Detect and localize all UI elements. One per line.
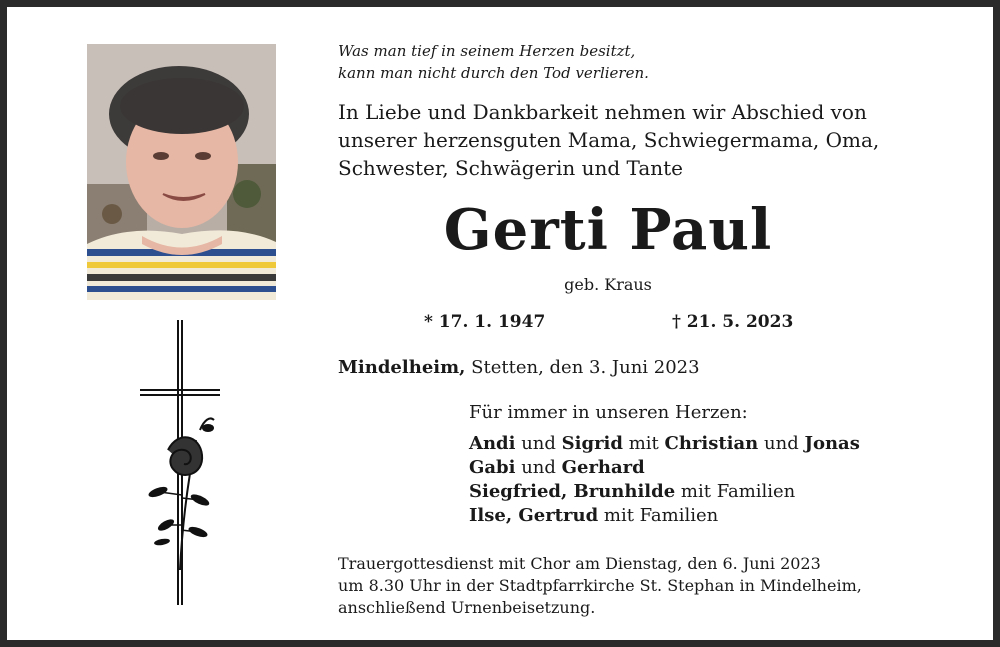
mourner-connector: und (515, 433, 562, 454)
mourners-list (469, 401, 860, 528)
mourner-connector: und (758, 433, 805, 454)
intro-line: Schwester, Schwägerin und Tante (338, 156, 683, 180)
mourner-name: Sigrid (561, 433, 623, 454)
death-date: † 21. 5. 2023 (672, 312, 794, 332)
mourner-connector: mit (622, 433, 665, 454)
funeral-service-info (338, 553, 862, 619)
mourners-heading: Für immer in unseren Herzen: (469, 402, 748, 423)
portrait-photo (87, 44, 276, 300)
intro-line: unserer herzensguten Mama, Schwiegermama, Oma, (338, 128, 880, 152)
mourner-connector: und (515, 457, 562, 478)
place-date-rest: Stetten, den 3. Juni 2023 (465, 357, 700, 378)
birth-name: geb. Kraus (564, 275, 652, 294)
mourner-row (469, 504, 860, 528)
quote-line: Was man tief in seinem Herzen besitzt, (338, 42, 636, 60)
place-name: Mindelheim, (338, 357, 466, 378)
birth-date: * 17. 1. 1947 (424, 312, 546, 332)
memorial-quote (338, 40, 649, 84)
deceased-name: Gerti Paul (443, 197, 773, 263)
service-line: um 8.30 Uhr in der Stadtpfarrkirche St. Stephan in Mindelheim, (338, 576, 862, 595)
intro-line: In Liebe und Dankbarkeit nehmen wir Abschied von (338, 100, 867, 124)
service-line: Trauergottesdienst mit Chor am Dienstag, den 6. Juni 2023 (338, 554, 821, 573)
place-and-date (338, 357, 700, 378)
mourner-name: Gerhard (561, 457, 645, 478)
mourner-row (469, 456, 860, 480)
mourner-connector: mit Familien (675, 481, 796, 502)
mourner-name: Ilse, Gertrud (469, 505, 599, 526)
mourner-name: Siegfried, Brunhilde (469, 481, 676, 502)
mourner-row (469, 480, 860, 504)
mourner-connector: mit Familien (598, 505, 719, 526)
mourners-rows (469, 432, 860, 528)
cross-with-rose-icon (138, 320, 228, 610)
mourner-row (469, 432, 860, 456)
quote-line: kann man nicht durch den Tod verlieren. (338, 64, 649, 82)
service-line: anschließend Urnenbeisetzung. (338, 598, 596, 617)
mourner-name: Christian (664, 433, 759, 454)
farewell-intro (338, 98, 879, 182)
mourner-name: Andi (469, 433, 516, 454)
mourner-name: Gabi (469, 457, 516, 478)
mourner-name: Jonas (804, 433, 860, 454)
